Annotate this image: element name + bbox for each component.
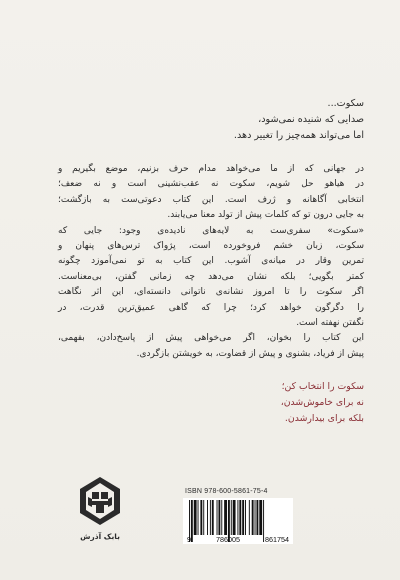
publisher-logo-icon <box>78 475 122 533</box>
paragraph-line: تمرین وقار در میانه‌ی آشوب. این کتاب به تو نمی‌آموزد چگونه <box>58 256 364 267</box>
closing-line: سکوت را انتخاب کن؛ <box>281 381 364 393</box>
intro-line: صدایی که شنیده نمی‌شود، <box>258 114 364 125</box>
barcode-digit-left: 786005 <box>216 535 240 544</box>
intro-block <box>58 96 364 144</box>
barcode-digits <box>183 535 293 544</box>
paragraph-2 <box>58 224 364 332</box>
paragraph-3 <box>58 331 364 362</box>
isbn-block <box>183 488 293 544</box>
isbn-label: ISBN 978-600-5861-75-4 <box>185 488 268 495</box>
barcode-digit-first: 9 <box>187 535 191 544</box>
publisher-name: بابک آذرش <box>80 532 120 541</box>
closing-line: نه برای خاموش‌شدن، <box>280 397 364 409</box>
paragraph-line: این کتاب را بخوان، اگر می‌خواهی پیش از پاسخ‌دادن، بفهمی، <box>58 333 364 344</box>
intro-line: اما می‌تواند همه‌چیز را تغییر دهد. <box>233 130 364 141</box>
paragraph-line: انتخابی آگاهانه و ژرف است. این کتاب دعوتی‌ست به بازگشت؛ <box>58 194 364 205</box>
paragraph-line: کمتر بگویی؛ بلکه نشان می‌دهد چه زمانی گفتن، بی‌معناست. <box>58 271 364 282</box>
paragraph-line: در جهانی که از ما می‌خواهد مدام حرف بزنیم، موضع بگیریم و <box>58 164 364 174</box>
paragraph-line: به جایی درون تو که کلمات پیش از تولد معنا می‌یابند. <box>167 210 364 221</box>
paragraph-line: را دگرگون خواهد کرد؛ چرا که گاهی عمیق‌ترین قدرت، در <box>58 302 364 313</box>
cover-text <box>58 96 364 427</box>
paragraph-line: در هیاهو حل شویم، سکوت نه عقب‌نشینی است و نه ضعف؛ <box>58 179 364 190</box>
body-text <box>58 162 364 362</box>
paragraph-line: پیش از فریاد، بشنوی و پیش از قضاوت، به خویشتن بازگردی. <box>136 348 364 359</box>
closing-line: بلکه برای بیدارشدن. <box>284 413 364 425</box>
paragraph-line: «سکوت» سفری‌ست به لایه‌های نادیده‌ی وجود: جایی که <box>58 225 364 236</box>
paragraph-line: نگفتن نهفته است. <box>296 318 364 329</box>
closing-lines <box>58 379 364 427</box>
paragraph-1 <box>58 162 364 224</box>
intro-line: سکوت... <box>327 98 364 109</box>
paragraph-line: سکوت، زبان خشم فروخورده است، پژواک ترس‌های پنهان و <box>58 241 364 252</box>
paragraph-line: اگر سکوت را تا امروز نشانه‌ی ناتوانی دانسته‌ای، این اثر نگاهت <box>58 287 364 298</box>
barcode-digit-right: 861754 <box>265 535 289 544</box>
